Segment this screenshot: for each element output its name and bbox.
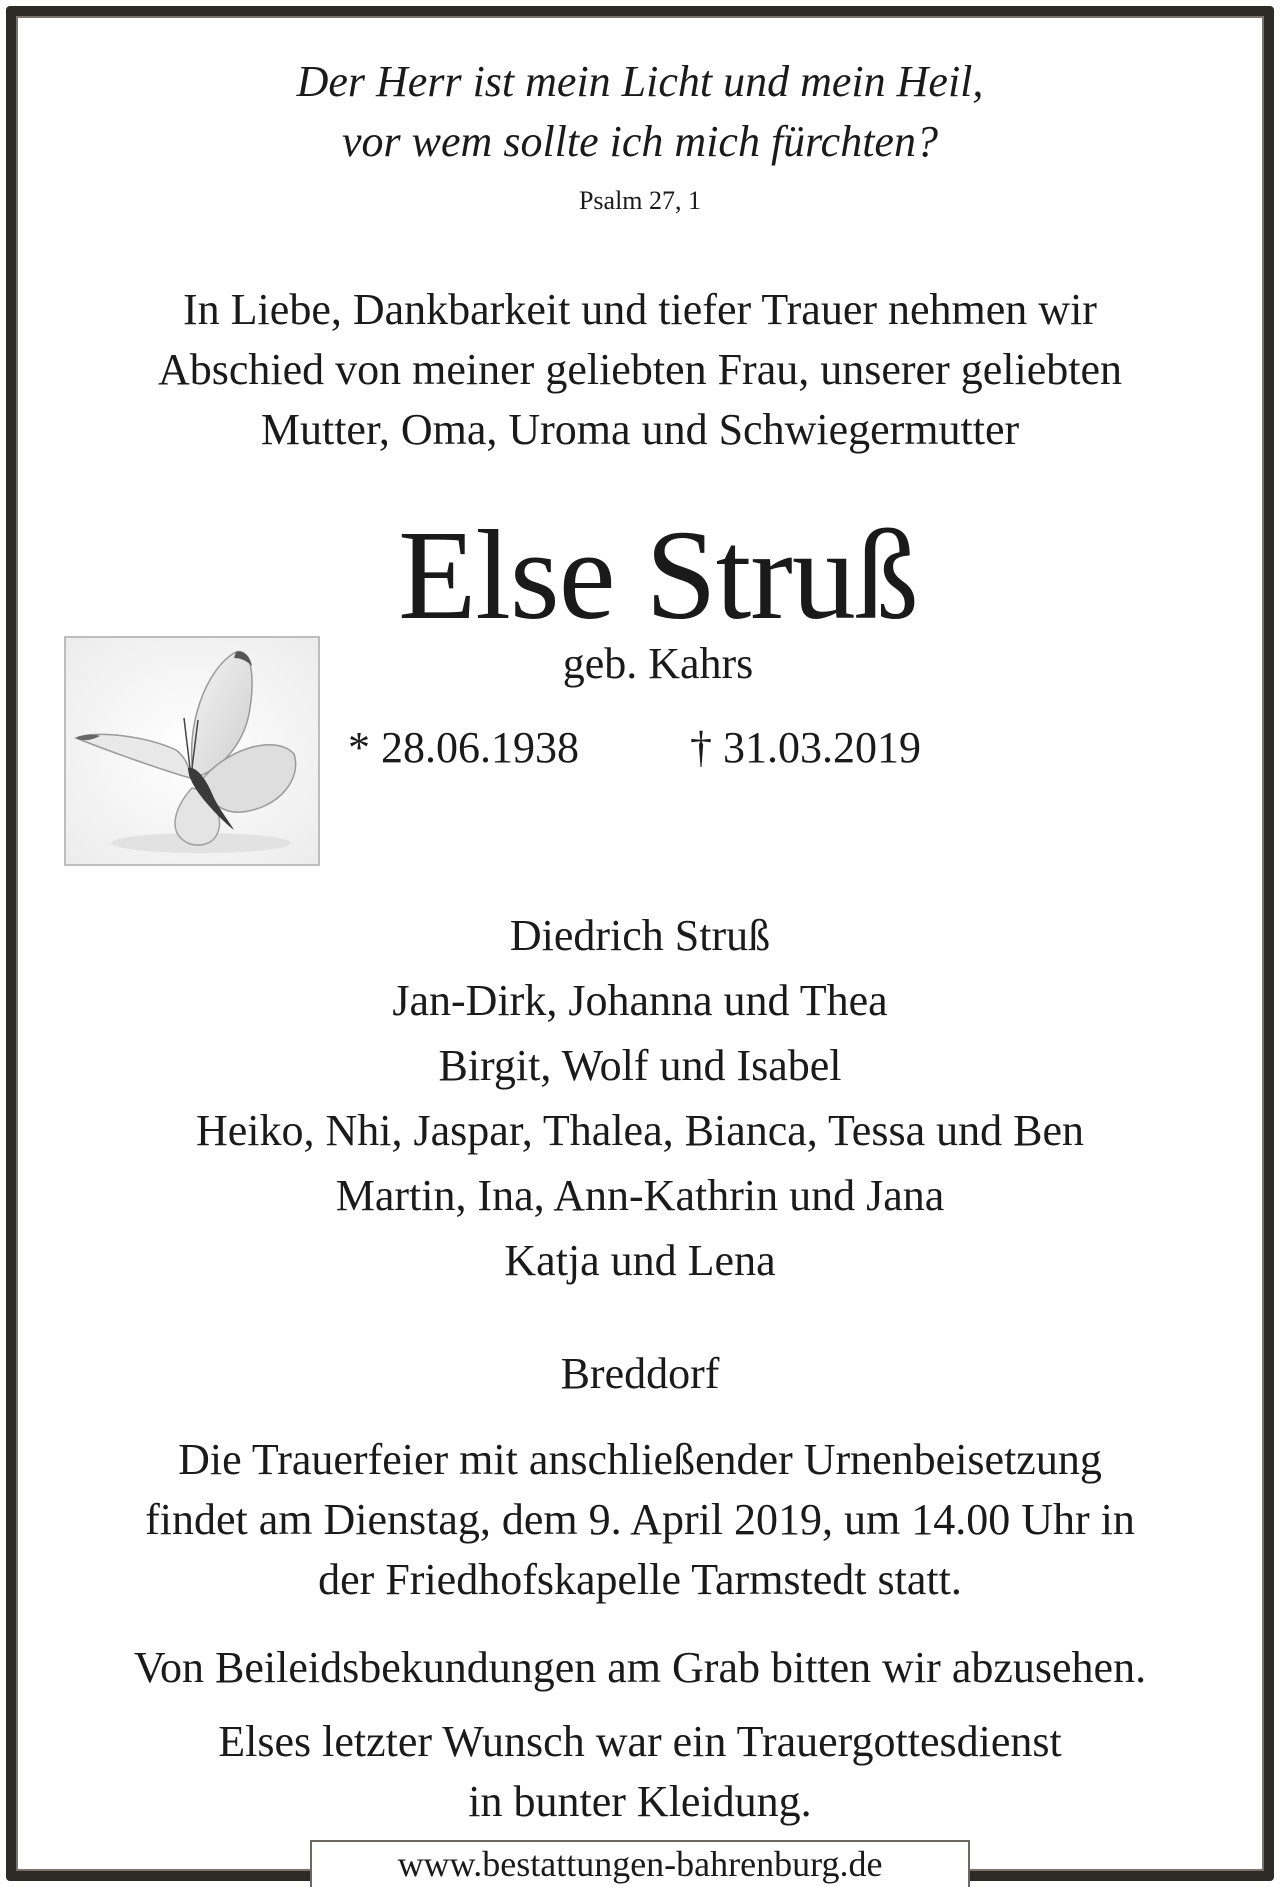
butterfly-icon	[66, 638, 318, 864]
family-line-4: Heiko, Nhi, Jaspar, Thalea, Bianca, Tessa und Ben	[196, 1106, 1084, 1155]
website-link[interactable]: www.bestattungen-bahrenburg.de	[310, 1840, 970, 1887]
psalm-reference: Psalm 27, 1	[578, 186, 702, 215]
family-line-1: Diedrich Struß	[509, 911, 771, 960]
ceremony-line-3: der Friedhofskapelle Tarmstedt statt.	[318, 1555, 962, 1604]
motto-line-1: Der Herr ist mein Licht und mein Heil,	[296, 57, 984, 106]
family-line-3: Birgit, Wolf und Isabel	[438, 1041, 842, 1090]
birth-date: * 28.06.1938	[348, 723, 579, 772]
maiden-name: geb. Kahrs	[562, 639, 754, 688]
family-line-5: Martin, Ina, Ann-Kathrin und Jana	[335, 1171, 945, 1220]
ceremony-line-1: Die Trauerfeier mit anschließender Urnenbeisetzung	[178, 1435, 1102, 1484]
deceased-name: Else Struß	[398, 504, 918, 646]
intro-line-1: In Liebe, Dankbarkeit und tiefer Trauer nehmen wir	[183, 285, 1097, 334]
place-name: Breddorf	[560, 1349, 720, 1398]
wish-line-2: in bunter Kleidung.	[468, 1777, 812, 1826]
family-line-6: Katja und Lena	[504, 1236, 776, 1285]
death-date: † 31.03.2019	[690, 723, 921, 772]
butterfly-photo	[64, 636, 320, 866]
intro-line-2: Abschied von meiner geliebten Frau, unserer geliebten	[157, 345, 1122, 394]
motto-line-2: vor wem sollte ich mich fürchten?	[342, 117, 938, 166]
intro-line-3: Mutter, Oma, Uroma und Schwiegermutter	[260, 405, 1020, 454]
family-line-2: Jan-Dirk, Johanna und Thea	[392, 976, 888, 1025]
wish-line-1: Elses letzter Wunsch war ein Trauergottesdienst	[218, 1717, 1062, 1766]
condolence-note: Von Beileidsbekundungen am Grab bitten wir abzusehen.	[133, 1643, 1147, 1692]
ceremony-line-2: findet am Dienstag, dem 9. April 2019, um 14.00 Uhr in	[145, 1495, 1135, 1544]
